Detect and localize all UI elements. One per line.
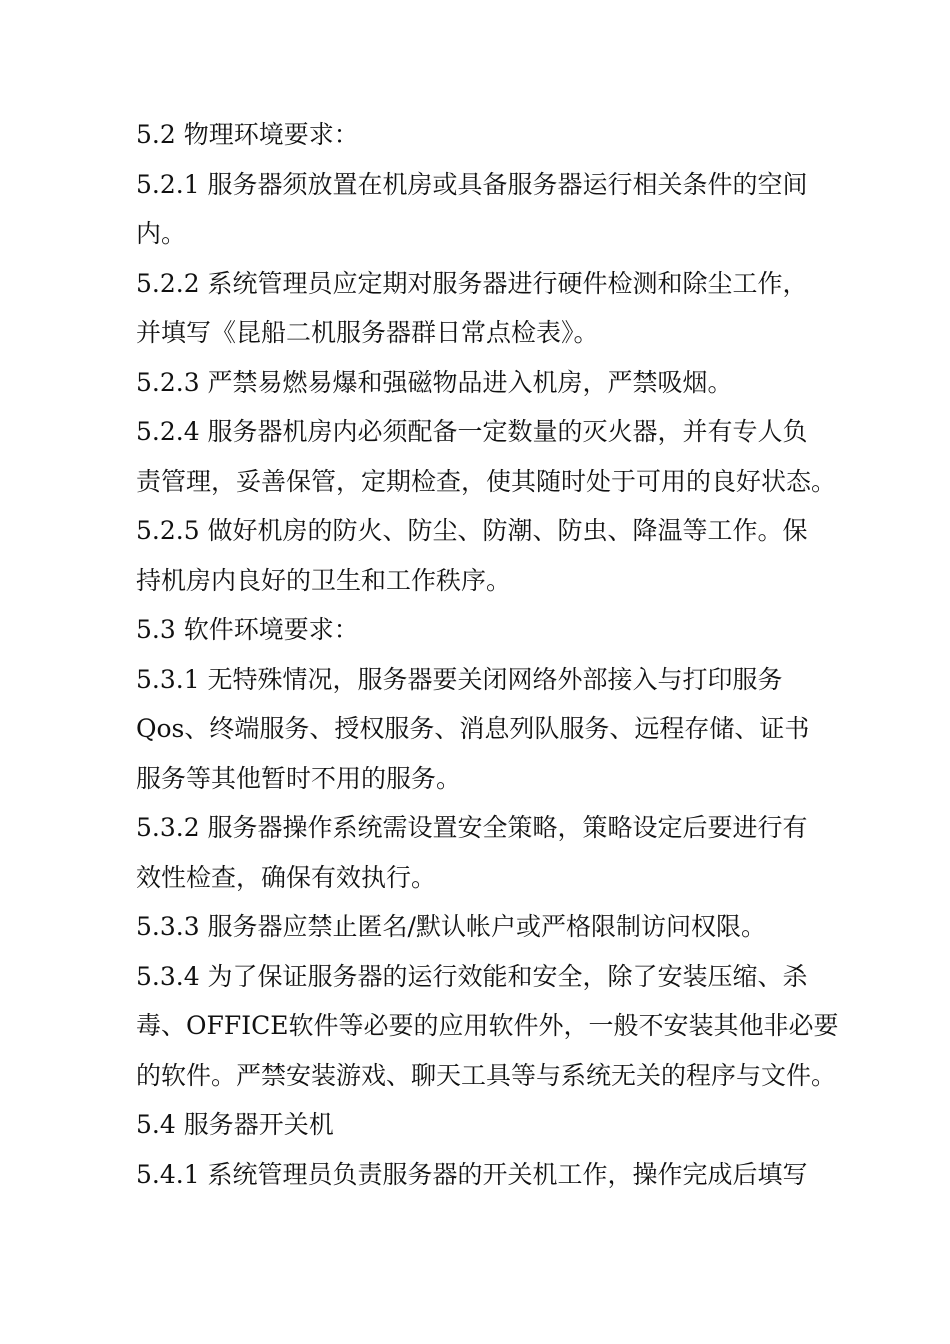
paragraph-line: 的软件。严禁安装游戏、聊天工具等与系统无关的程序与文件。 <box>136 1060 837 1090</box>
paragraph-line: Qos、终端服务、授权服务、消息列队服务、远程存储、证书 <box>136 714 810 743</box>
paragraph-line: 毒、OFFICE软件等必要的应用软件外，一般不安装其他非必要 <box>136 1011 839 1040</box>
paragraph-line: 内。 <box>136 219 187 248</box>
paragraph-line: 5.3.2 服务器操作系统需设置安全策略，策略设定后要进行有 <box>136 813 808 842</box>
paragraph-line: 5.2.5 做好机房的防火、防尘、防潮、防虫、降温等工作。保 <box>136 516 808 545</box>
paragraph-line: 持机房内良好的卫生和工作秩序。 <box>136 565 512 595</box>
paragraph-line: 5.2.3 严禁易燃易爆和强磁物品进入机房，严禁吸烟。 <box>136 367 733 397</box>
paragraph-line: 5.2.1 服务器须放置在机房或具备服务器运行相关条件的空间 <box>136 169 808 199</box>
paragraph-line: 5.3.1 无特殊情况，服务器要关闭网络外部接入与打印服务 <box>136 664 783 694</box>
paragraph-line: 5.3.3 服务器应禁止匿名/默认帐户或严格限制访问权限。 <box>136 912 766 941</box>
paragraph-line: 5.2.4 服务器机房内必须配备一定数量的灭火器，并有专人负 <box>136 417 808 446</box>
heading-5-3: 5.3 软件环境要求： <box>136 615 359 644</box>
document-body <box>136 110 839 1199</box>
paragraph-line: 5.4.1 系统管理员负责服务器的开关机工作，操作完成后填写 <box>136 1159 808 1189</box>
paragraph-line: 服务等其他暂时不用的服务。 <box>136 763 462 793</box>
paragraph-line: 效性检查，确保有效执行。 <box>136 862 437 892</box>
paragraph-line: 5.2.2 系统管理员应定期对服务器进行硬件检测和除尘工作， <box>136 268 808 298</box>
heading-5-2: 5.2 物理环境要求： <box>136 120 359 149</box>
paragraph-line: 并填写《昆船二机服务器群日常点检表》。 <box>136 318 599 347</box>
heading-5-4: 5.4 服务器开关机 <box>136 1110 334 1139</box>
paragraph-line: 5.3.4 为了保证服务器的运行效能和安全，除了安装压缩、杀 <box>136 961 808 991</box>
paragraph-line: 责管理，妥善保管，定期检查，使其随时处于可用的良好状态。 <box>136 466 837 496</box>
